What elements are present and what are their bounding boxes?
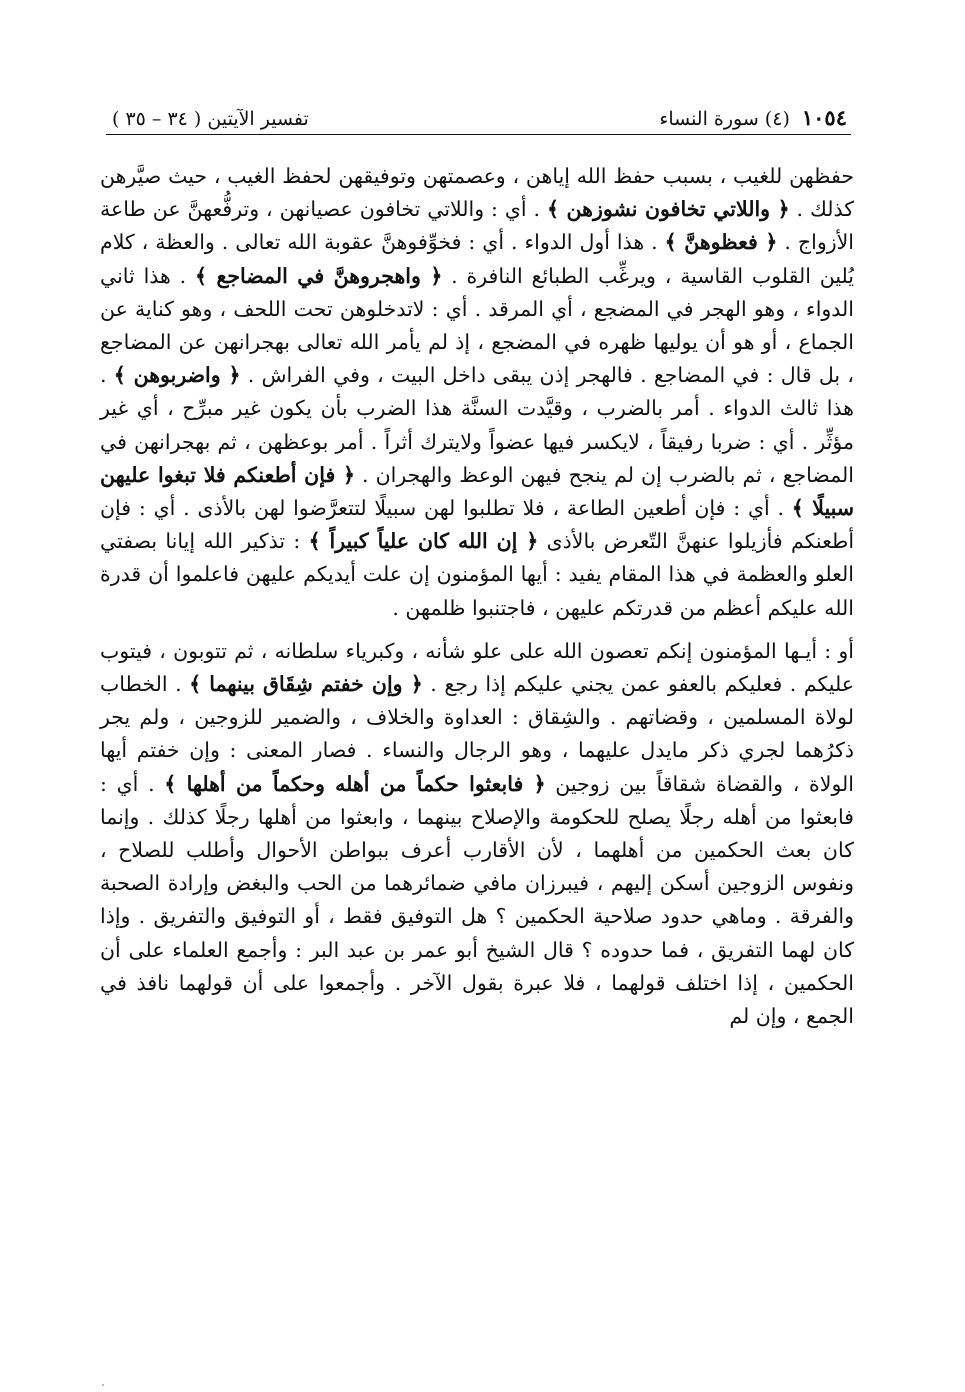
quran-verse: ﴿ فعظوهنَّ ﴾	[664, 230, 778, 255]
body-text	[100, 160, 854, 1033]
quran-verse: ﴿ وإن خفتم شِقَاق بينهما ﴾	[189, 672, 423, 697]
quran-verse: ﴿ فإن أطعنكم فلا تبغوا عليهن سبيلًا ﴾	[100, 462, 854, 521]
quran-verse: ﴿ واللاتي تخافون نشوزهن ﴾	[547, 197, 790, 222]
paragraph-1	[100, 160, 854, 625]
text-segment: . أي : واللاتي تخافون عصيانهن ، وترفُّعهنَّ عن طاعة الأزواج .	[100, 197, 854, 255]
page-number: ١٠٥٤	[801, 105, 847, 130]
text-segment: . أي : فابعثوا من أهله رجلًا يصلح للحكومة والإصلاح بينهما ، وابعثوا من أهلها رجلًا كذلك . وإنما كان بعث الحكمين من أهلهما ، لأن الأقارب أعرف ببواطن الأحوال وأطلب للصلاح ، ونفوس الزوجين أسكن إليهم ، فيبرزان مافي ضمائرهما من الحب والبغض وإرادة الصحبة والفرقة . وماهي حدود صلاحية الحكمين ؟ هل التوفيق فقط ، أو التوفيق والتفريق . وإذا كان لهما التفريق ، فما حدوده ؟ قال الشيخ أبو عمر بن عبد البر : وأجمع العلماء على أن الحكمين ، إذا اختلف قولهما ، فلا عبرة بقول الآخر . وأجمعوا على أن قولهما نافذ في الجمع ، وإن لم	[100, 771, 854, 1029]
quran-verse: ﴿ فابعثوا حكماً من أهله وحكماً من أهلها ﴾	[164, 771, 546, 796]
surah-label: (٤) سورة النساء	[659, 108, 790, 130]
quran-verse: ﴿ إن الله كان علياً كبيراً ﴾	[308, 529, 539, 554]
text-segment: . الخطاب لولاة المسلمين ، وقضاتهم . والشِقاق : العداوة والخلاف ، والضمير للزوجين ، ولم يجر ذكرُهما لجري ذكر مايدل عليهما ، وهو الرجال والنساء . فصار المعنى : وإن خفتم أيها الولاة ، والقضاة شقاقاً بين زوجين	[100, 672, 854, 796]
text-segment: . هذا ثاني الدواء ، وهو الهجر في المضجع ، أي المرقد . أي : لاتدخلوهن تحت اللحف ، وهو كناية عن الجماع ، أو هو أن يوليها ظهره في المضجع ، إذ لم يأمر الله تعالى بهجرانهن عن المضاجع ، بل قال : في المضاجع . فالهجر إذن يبقى داخل البيت ، وفي الفراش .	[100, 263, 854, 388]
scan-speck	[102, 1384, 104, 1386]
text-segment: : تذكير الله إيانا بصفتي العلو والعظمة في هذا المقام يفيد : أيها المؤمنون إن علت أيديكم عليهن فاعلموا أن قدرة الله عليكم أعظم من قدرتكم عليهن ، فاجتنبوا ظلمهن .	[100, 529, 854, 620]
quran-verse: ﴿ واهجروهنَّ في المضاجع ﴾	[195, 263, 443, 288]
text-segment: أو : أيـها المؤمنون إنكم تعصون الله على علو شأنه ، وكبرياء سلطانه ، ثم تتوبون ، فيتوب عليكم . فعليكم بالعفو عمن يجني عليكم إذا رجع .	[100, 638, 854, 697]
header-right-group	[659, 105, 847, 130]
header-divider	[106, 134, 851, 135]
paragraph-2	[100, 635, 854, 1033]
text-segment: . هذا أول الدواء . أي : فخوِّفوهنَّ عقوبة الله تعالى . والعظة ، كلام يُلين القلوب القاسية ، ويرغِّب الطبائع النافرة .	[100, 230, 855, 288]
text-segment: حفظهن للغيب ، بسبب حفظ الله إياهن ، وعصمتهن وتوفيقهن لحفظ الغيب ، حيث صيَّرهن كذلك .	[100, 164, 854, 222]
text-segment: . هذا ثالث الدواء . أمر بالضرب ، وقيَّدت السنَّة هذا الضرب بأن يكون غير مبرِّح ، أي غير مؤثِّر . أي : ضربا رفيقاً ، لايكسر فيها عضواً ولايترك أثراً . أمر بوعظهن ، ثم بهجرانهن في المضاجع ، ثم بالضرب إن لم ينجح فيهن الوعظ والهجران .	[100, 363, 854, 487]
section-title: تفسير الآيتين ( ٣٤ – ٣٥ )	[112, 108, 309, 130]
quran-verse: ﴿ واضربوهن ﴾	[113, 363, 241, 388]
page-header	[112, 96, 847, 130]
text-segment: . أي : فإن أطعين الطاعة ، فلا تطلبوا لهن سبيلًا لتتعرَّضوا لهن بالأذى . أي : فإن أطعنكم فأزيلوا عنهنَّ التّعرض بالأذى	[100, 496, 855, 554]
